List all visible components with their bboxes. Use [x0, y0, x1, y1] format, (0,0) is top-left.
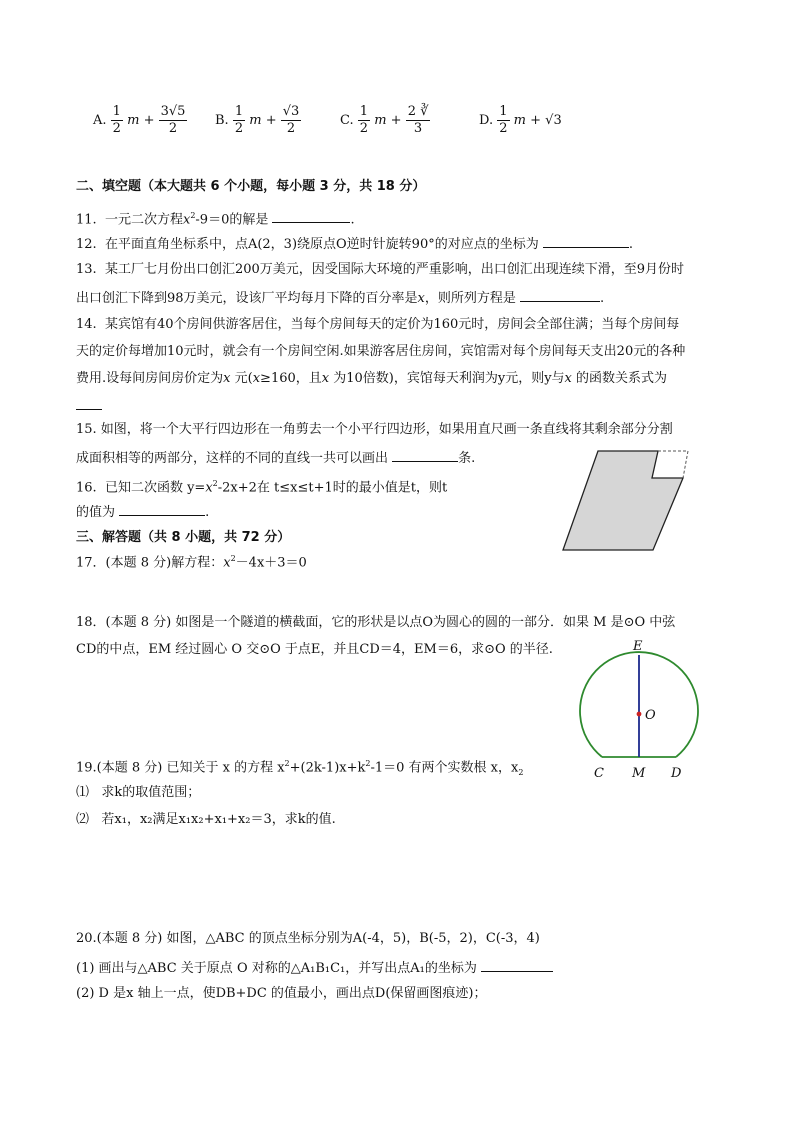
label-m: M [632, 766, 646, 781]
question-14-line-1: 14. 某宾馆有40个房间供游客居住，当每个房间每天的定价为160元时，房间会全部住满；当每个房间每 [76, 317, 680, 332]
option-c-label: C. [340, 113, 354, 128]
tunnel-circle-figure [572, 636, 700, 784]
question-18-line-2: CD的中点，EM 经过圆心 O 交⊙O 于点E，并且CD＝4，EM＝6，求⊙O 的半径. [76, 642, 553, 657]
question-13-line-1: 13. 某工厂七月份出口创汇200万美元，因受国际大环境的严重影响，出口创汇出现连续下滑，至9月份时 [76, 262, 685, 277]
option-d-label: D. [479, 113, 494, 128]
section-3-heading: 三、解答题（共 8 小题，共 72 分） [76, 530, 291, 545]
label-e: E [633, 639, 643, 654]
option-a-fraction: $\frac{1}{2}$ [112, 104, 121, 136]
question-14-answer-line [76, 396, 102, 416]
question-16-line-1: 16. 已知二次函数 $y=x^2-2x+2$在 t≤x≤t+1时的最小值是t，则t [76, 479, 448, 496]
option-a-fraction-2: $\frac{3√5}{2}$ [160, 104, 186, 136]
option-d: D. $\frac{1}{2}$ m + √3 [479, 104, 562, 136]
option-a: A. $\frac{1}{2}$ m + $\frac{3√5}{2}$ [93, 104, 186, 136]
question-17: 17．(本题 8 分)解方程：$x^2-4x+3=0$ [76, 554, 307, 571]
label-o: O [645, 708, 656, 723]
question-18-line-1: 18．(本题 8 分) 如图是一个隧道的横截面，它的形状是以点O为圆心的圆的一部分．如果 M 是⊙O 中弦 [76, 615, 676, 630]
question-11: 11. 一元二次方程$x^2-9=0$的解是 . [76, 211, 355, 228]
answer-blank-14[interactable] [76, 396, 102, 410]
answer-blank-20[interactable] [481, 958, 553, 972]
answer-blank-12[interactable] [543, 234, 629, 248]
answer-blank-16[interactable] [119, 502, 205, 516]
option-c: C. $\frac{1}{2}$ m + $\frac{2 ∛}{3}$ [340, 104, 429, 136]
label-d: D [671, 766, 682, 781]
question-20-item-1: (1) 画出与△ABC 关于原点 O 对称的△A₁B₁C₁，并写出点A₁的坐标为 [76, 958, 553, 978]
question-20-item-2: (2) D 是x 轴上一点，使DB+DC 的值最小，画出点D(保留画图痕迹)； [76, 986, 487, 1001]
question-12: 12. 在平面直角坐标系中，点A(2，3)绕原点O逆时针旋转90°的对应点的坐标为 . [76, 234, 633, 254]
center-point-o [637, 712, 642, 717]
question-15-line-1: 15. 如图，将一个大平行四边形在一角剪去一个小平行四边形，如果用直尺画一条直线将其剩余部分分割 [76, 422, 673, 437]
cut-parallelogram-shape [563, 451, 683, 550]
question-19-line-1: 19.(本题 8 分) 已知关于 x 的方程 $x^2+(2k-1)x+k^2-1=0$ 有两个实数根 x，$x_2$ [76, 759, 524, 777]
question-14-line-3: 费用.设每间房间房价定为x 元(x≥160，且x 为10倍数)，宾馆每天利润为y元，则y与x 的函数关系式为 [76, 371, 668, 386]
answer-blank-15[interactable] [392, 448, 458, 462]
question-19-item-1: ⑴ 求k的取值范围； [76, 785, 201, 800]
option-b-label: B. [215, 113, 229, 128]
section-2-heading: 二、填空题（本大题共 6 个小题，每小题 3 分，共 18 分） [76, 179, 426, 194]
question-13-line-2: 出口创汇下降到98万美元，设该厂平均每月下降的百分率是x，则所列方程是 . [76, 288, 604, 308]
parallelogram-figure [560, 448, 690, 552]
answer-blank-13[interactable] [520, 288, 600, 302]
removed-corner-dashed [658, 451, 688, 478]
option-b: B. $\frac{1}{2}$ m + $\frac{√3}{2}$ [215, 104, 300, 136]
label-c: C [594, 766, 604, 781]
option-a-label: A. [93, 113, 107, 128]
question-14-line-2: 天的定价每增加10元时，就会有一个房间空闲.如果游客居住房间，宾馆需对每个房间每天支出20元的各种 [76, 344, 686, 359]
question-16-line-2: 的值为 . [76, 502, 209, 522]
question-19-item-2: ⑵ 若x₁，x₂满足x₁x₂+x₁+x₂＝3，求k的值. [76, 812, 336, 827]
answer-blank-11[interactable] [272, 209, 350, 223]
question-20-line-1: 20.(本题 8 分) 如图，△ABC 的顶点坐标分别为A(-4，5)，B(-5，2)，C(-3，4) [76, 931, 540, 946]
question-15-line-2: 成面积相等的两部分，这样的不同的直线一共可以画出 条. [76, 448, 475, 468]
